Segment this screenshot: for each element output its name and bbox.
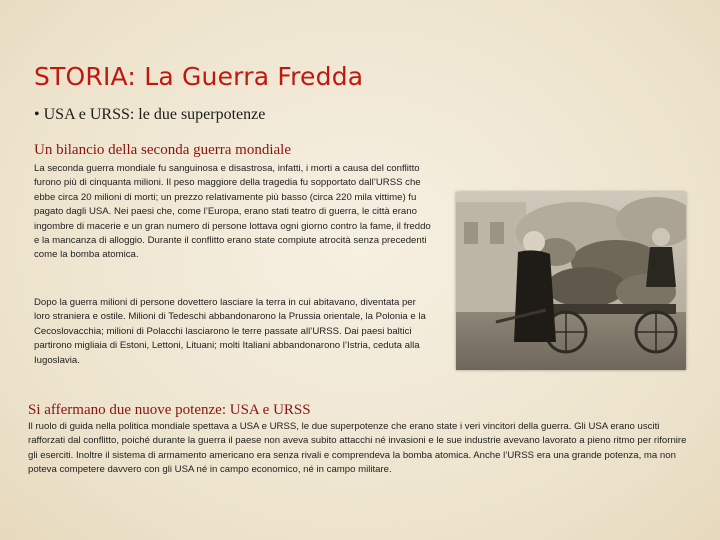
- bullet-text: USA e URSS: le due superpotenze: [43, 106, 266, 123]
- section-heading-superpotenze: Si affermano due nuove potenze: USA e URSS: [28, 402, 311, 418]
- historical-photo-refugees: [456, 192, 686, 370]
- paragraph-esodi: Dopo la guerra milioni di persone dovettero lasciare la terra in cui abitavano, diventata per loro straniera e ostile. Milioni di Tedeschi abbandonarono la Prussia orientale, la Polonia e la Cecoslovacchia; milioni di Polacchi lasciarono le terre passate all’URSS. Dai paesi baltici partirono migliaia di Estoni, Lettoni, Lituani; molti Italiani abbandonarono l’Istria, ceduta alla Iugoslavia.: [34, 297, 426, 366]
- paragraph-bilancio: La seconda guerra mondiale fu sanguinosa e disastrosa, infatti, i morti a causa del conflitto furono più di cinquanta milioni. Il peso maggiore della tragedia fu sopportato dall’URSS che ebbe circa 20 milioni di morti; un prezzo relativamente più basso (circa 220 mila vittime) fu pagato dagli USA. Nei paesi che, come l’Europa, erano stati teatro di guerra, le città erano ingombre di macerie e un gran numero di persone lottava ogni giorno contro la fame, il freddo e la mancanza di alloggio. Durante il conflitto erano state compiute atrocità senza precedenti come la bomba atomica.: [34, 163, 431, 261]
- bullet-mark: •: [34, 106, 40, 123]
- refugees-photo-image: [456, 192, 686, 370]
- paragraph-superpotenze: Il ruolo di guida nella politica mondiale spettava a USA e URSS, le due superpotenze che erano state i veri vincitori della guerra. Gli USA erano usciti rafforzati dal conflitto, poiché durante la guerra il paese non aveva subito attacchi né invasioni e le sue industrie avevano lavorato a pieno ritmo per rifornire gli eserciti. Inoltre il sistema di armamento americano era senza rivali e comprendeva la bomba atomica. Anche l’URSS era una grande potenza, ma non poteva competere davvero con gli USA né in campo economico, né in campo militare.: [28, 421, 687, 476]
- section-heading-bilancio: Un bilancio della seconda guerra mondiale: [34, 142, 291, 158]
- slide-title: STORIA: La Guerra Fredda: [34, 62, 364, 91]
- bullet-point: [34, 106, 265, 124]
